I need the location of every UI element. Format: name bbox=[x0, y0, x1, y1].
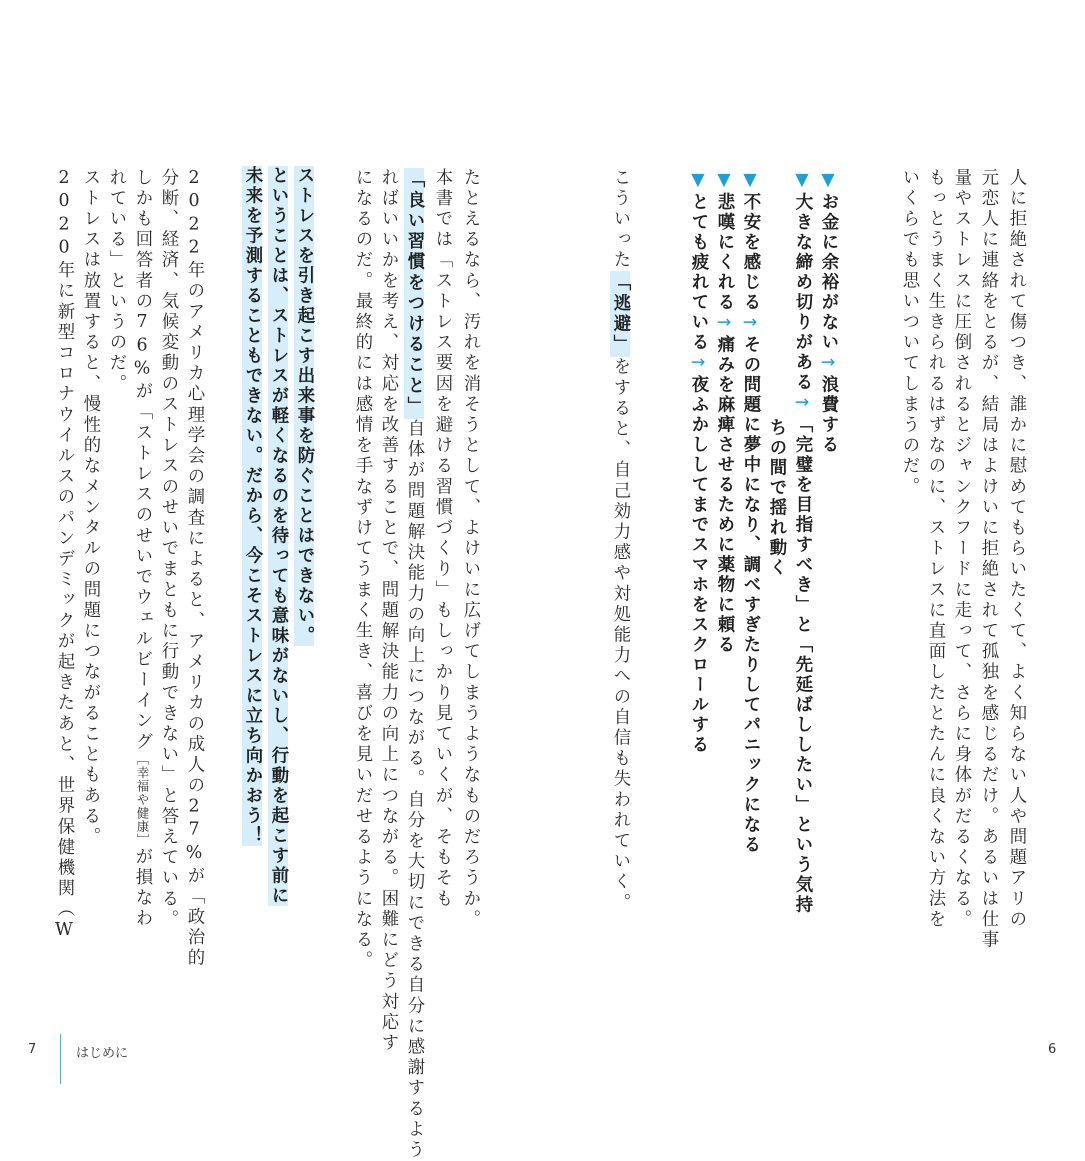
para2-line-5: になるのだ。最終的には感情を手なずけてうまく生き、喜びを見いだせるようになる。 bbox=[352, 168, 372, 972]
upper-paragraph-line-2: 元恋人に連絡をとるが、結局はよけいに拒絶されて孤独を感じるだけ。あるいは仕事 bbox=[978, 168, 998, 951]
lower-paragraph-line-2: 分断、経済、気候変動のストレスのせいでまともに行動できない」と答えている。 bbox=[158, 168, 178, 931]
bullet-item-3: ▼不安を感じる→その問題に夢中になり、調べすぎたりしてパニックになる bbox=[740, 170, 760, 856]
left-page-number: 7 bbox=[28, 1042, 37, 1057]
upper-paragraph-line-3: 量やストレスに圧倒されるとジャンクフードに走って、さらに身体がだるくなる。 bbox=[951, 168, 971, 931]
arrow-icon: → bbox=[818, 352, 838, 376]
bullet-marker-icon: ▼ bbox=[740, 170, 760, 193]
lower-paragraph-line-5: ストレスは放置すると、慢性的なメンタルの問題につながることもある。 bbox=[80, 168, 100, 848]
bullet-marker-icon: ▼ bbox=[792, 170, 812, 193]
bold-statement-1: ストレスを引き起こす出来事を防ぐことはできない。 bbox=[294, 166, 314, 646]
escape-keyword: 「逃避」 bbox=[610, 273, 630, 356]
para2-line-1: たとえるなら、汚れを消そうとして、よけいに広げてしまうようなものだろうか。 bbox=[460, 168, 480, 931]
para2-line-3: 「良い習慣をつけること」自体が問題解決能力の向上につながる。自分を大切にできる自分に感謝するよう bbox=[404, 170, 424, 1161]
bullet-item-1: ▼お金に余裕がない→浪費する bbox=[818, 170, 838, 456]
bold-statement-3: 未来を予測することもできない。だから、今こそストレスに立ち向かおう！ bbox=[242, 166, 262, 846]
bullet-item-4: ▼悲嘆にくれる→痛みを麻痺させるために薬物に頼る bbox=[714, 170, 734, 656]
bullet-item-2-continuation: ちの間で揺れ動く bbox=[766, 418, 786, 578]
upper-paragraph-line-5: いくらでも思いついてしまうのだ。 bbox=[899, 168, 919, 498]
footnote-annotation: ［幸福や健康］ bbox=[135, 752, 150, 848]
bullet-item-2: ▼大きな締め切りがある→「完璧を目指すべき」と「先延ばししたい」という気持 bbox=[792, 170, 812, 916]
arrow-icon: → bbox=[688, 352, 708, 376]
arrow-icon: → bbox=[792, 392, 812, 416]
upper-paragraph-line-1: 人に拒絶されて傷つき、誰かに慰めてもらいたくて、よく知らない人や問題アリの bbox=[1006, 168, 1026, 931]
lower-paragraph-line-4: れている」というのだ。 bbox=[106, 168, 126, 395]
bullet-marker-icon: ▼ bbox=[818, 170, 838, 193]
upper-paragraph-line-4: もっとうまく生きられるはずなのに、ストレスに直面したとたんに良くない方法を bbox=[925, 168, 945, 931]
good-habit-keyword: 「良い習慣をつけること」 bbox=[404, 170, 424, 418]
lower-paragraph-line-6: 2020年に新型コロナウイルスのパンデミックが起きたあと、世界保健機関（W bbox=[54, 168, 74, 944]
footer-divider bbox=[60, 1034, 61, 1084]
lower-paragraph-line-1: 2022年のアメリカ心理学会の調査によると、アメリカの成人の27%が「政治的 bbox=[184, 168, 204, 969]
section-title: はじめに bbox=[76, 1046, 129, 1061]
arrow-icon: → bbox=[740, 312, 760, 336]
bullet-item-5: ▼とても疲れている→夜ふかししてまでスマホをスクロールする bbox=[688, 170, 708, 756]
arrow-icon: → bbox=[714, 312, 734, 336]
para2-line-4: ればいいかを考え、対応を改善することで、問題解決能力の向上につながる。困難にどう対応す bbox=[378, 168, 398, 1054]
lower-paragraph-line-3: しかも回答者の76%が「ストレスのせいでウェルビーイング［幸福や健康］が損なわ bbox=[132, 168, 152, 930]
bullet-marker-icon: ▼ bbox=[714, 170, 734, 193]
bold-statement-2: ということは、ストレスが軽くなるのを待っても意味がないし、行動を起こす前に bbox=[268, 166, 288, 906]
escape-line: こういった「逃避」をすると、自己効力感や対処能力への自信も失われていく。 bbox=[610, 168, 630, 914]
para2-line-2: 本書では「ストレス要因を避ける習慣づくり」もしっかり見ていくが、そもそも bbox=[432, 168, 452, 910]
bullet-marker-icon: ▼ bbox=[688, 170, 708, 193]
right-page-number: 6 bbox=[1048, 1042, 1057, 1057]
